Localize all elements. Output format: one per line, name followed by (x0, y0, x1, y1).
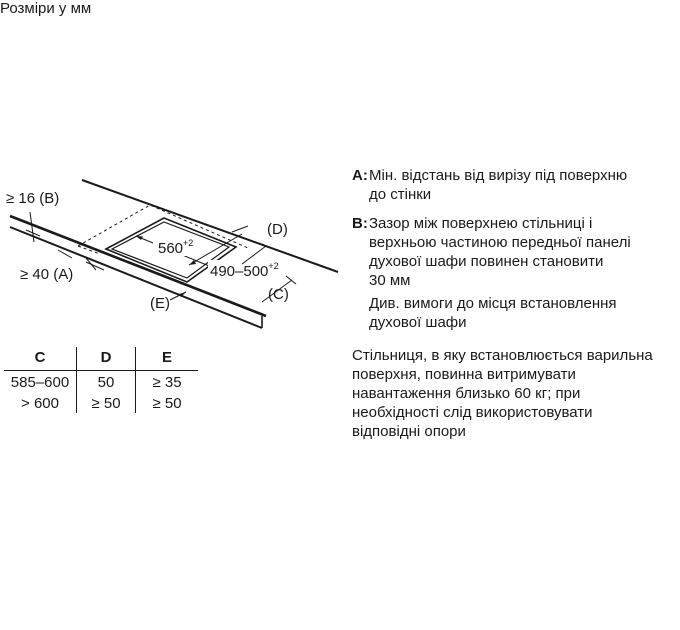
countertop-load-note: Стільниця, в яку встановлюється варильна поверхня, повинна витримувати навантаження близько 60 кг; при необхідності слід використовувати відповідні опори (352, 347, 653, 440)
dimensions-table (4, 347, 198, 413)
note-a (352, 166, 680, 204)
table-row (4, 371, 198, 393)
note-b (352, 214, 680, 290)
dim-b-label: ≥ 16 (B) (6, 190, 60, 207)
dim-b-line (30, 212, 34, 242)
table-cell: 50 (77, 371, 136, 393)
oven-requirements-note: Див. вимоги до місця встановлення духової шафи (369, 295, 617, 331)
table-row (4, 392, 198, 413)
diagram-title: Розміри у мм (0, 0, 92, 17)
dim-d-label: (D) (267, 221, 288, 238)
table-header-row (4, 347, 198, 371)
dim-depth-label: $490-500^{+2}$ (210, 261, 279, 280)
dim-depth-arrow (189, 260, 196, 265)
table-header-e: E (136, 347, 199, 371)
table-cell: ≥ 50 (77, 392, 136, 413)
dim-depth-extension (232, 226, 248, 232)
dim-c-label: (C) (268, 286, 289, 303)
note-b-key: B: (352, 215, 368, 232)
dim-560-arrow-left (136, 236, 143, 240)
dim-e-label: (E) (150, 295, 170, 312)
table-cell: ≥ 35 (136, 371, 199, 393)
table-header-c: C (4, 347, 77, 371)
dim-a-label: ≥ 40 (A) (20, 266, 74, 283)
note-a-key: A: (352, 167, 368, 184)
note-a-text: Мін. відстань від вирізу під поверхню до стінки (369, 167, 628, 203)
table-header-d: D (77, 347, 136, 371)
note-b-text: Зазор між поверхнею стільниці і верхньою частиною передньої панелі духової шафи повинен становити 30 мм (369, 215, 631, 289)
table-cell: 585–600 (10, 374, 70, 391)
table-cell: ≥ 50 (136, 392, 199, 413)
dim-560-label: $560^{+2}$ (158, 238, 194, 257)
table-cell: > 600 (21, 395, 59, 412)
